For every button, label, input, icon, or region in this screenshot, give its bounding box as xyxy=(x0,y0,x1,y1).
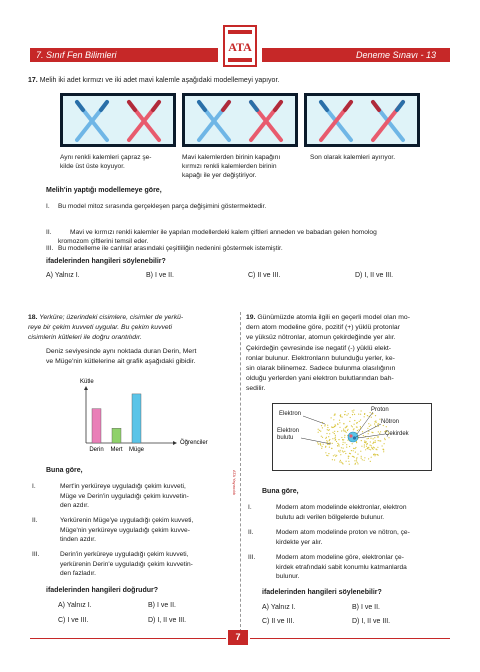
q17-item-3: III. Bu modelleme ile canlılar arasındaki çeşitliliğin nedenini göstermek istemiştir. xyxy=(46,245,283,252)
q17-stem-text: Melih iki adet kırmızı ve iki adet mavi kalemle aşağıdaki modellemeyi yapıyor. xyxy=(39,77,280,84)
q19-option-c[interactable]: C) II ve III. xyxy=(262,618,295,625)
q18-number: 18. xyxy=(28,314,38,321)
q18-item-1: I. Mert'in yerküreye uyguladığı çekim kuvveti, Müge ve Derin'in uyguladığı çekim kuvvetin- den azdır. xyxy=(32,483,189,510)
q19-option-b[interactable]: B) I ve II. xyxy=(352,604,381,611)
q17-item-2: II. Mavi ve kırmızı renkli kalemler ile yapılan modellerdeki kalem çiftleri anneden ve babadan gelen homolog kromozom çiftlerini temsil eder. xyxy=(46,228,377,246)
chart-x-arrow xyxy=(173,441,177,445)
header-exam-title: Deneme Sınavı - 13 xyxy=(356,50,437,60)
label-proton: Proton xyxy=(371,407,389,413)
side-publisher-text: ATA Yayıncılık xyxy=(232,470,237,496)
x-tick-derin: Derin xyxy=(89,447,104,453)
x-tick-müge: Müge xyxy=(128,447,145,453)
q18-stem2: Deniz seviyesinde aynı noktada duran Derin, Mert ve Müge'nin kütlelerine ait grafik aşağıdaki gibidir. xyxy=(46,348,197,366)
q19-item-1: I. Modern atom modelinde elektronlar, elektron bulutu adı verilen bölgelerde bulunur. xyxy=(248,504,407,521)
x-tick-mert: Mert xyxy=(110,447,123,453)
q19-option-d[interactable]: D) I, II ve III. xyxy=(352,618,391,625)
label-electron: Elektron xyxy=(279,411,302,417)
pen-model-box-3 xyxy=(304,93,420,147)
bar-derin xyxy=(92,409,101,443)
atom-diagram xyxy=(272,403,432,471)
q17-option-c[interactable]: C) II ve III. xyxy=(248,272,281,279)
q17-item-1: I. Bu model mitoz sırasında gerçekleşen parça değişimini göstermektedir. xyxy=(46,203,267,210)
q18-option-d[interactable]: D) I, II ve III. xyxy=(148,617,187,624)
q18-stem: 18. Yerküre; üzerindeki cisimlere, cisimler de yerkü- reye bir çekim kuvveti uygular. Bu çekim kuvveti cisimlerin kütleleri ile doğru orantılıdır. xyxy=(28,314,184,342)
q18-item-2: II. Yerkürenin Müge'ye uyguladığı çekim kuvveti, Müge'nin yerküreye uyguladığı çekim kuvve- tinden azdır. xyxy=(32,517,194,544)
chart-y-arrow xyxy=(84,386,88,390)
column-divider xyxy=(240,312,241,637)
q17-number: 17. xyxy=(28,77,38,84)
q19-number: 19. xyxy=(246,314,256,321)
chart-y-label: Kütle xyxy=(80,379,94,385)
q19-item-2: II. Modern atom modelinde proton ve nötron, çe- kirdekte yer alır. xyxy=(248,529,410,546)
q19-item-3: III. Modern atom modeline göre, elektronlar çe- kirdek etrafındaki sabit konumlu katmanlarda bulunur. xyxy=(248,554,407,581)
chart-x-label: Öğrenciler xyxy=(180,440,208,446)
bar-mert xyxy=(112,428,121,443)
header-subject-title: 7. Sınıf Fen Bilimleri xyxy=(36,50,117,60)
logo-text: ATA xyxy=(228,40,252,54)
bar-müge xyxy=(132,394,141,443)
q19-stem: 19. Günümüzde atomla ilgili en geçerli model olan mo- dern atom modeline göre, pozitif (+) yüklü protonlar ve yüksüz nötronlar, atomun çekirdeğinde yer alır. Çekirdeğin çevresinde ise negatif (-) yüklü elekt- ronlar bulunur. Elektronların bulunduğu yerler, ke- sin olarak bilinemez. Sadece bulunma olasılığının olduğu yerlerden yani elektron bulutlarından bah- sedilir. xyxy=(246,314,410,393)
q17-option-a[interactable]: A) Yalnız I. xyxy=(46,272,80,279)
q17-caption-3: Son olarak kalemleri ayırıyor. xyxy=(310,154,396,161)
q18-option-c[interactable]: C) I ve III. xyxy=(58,617,89,624)
q18-question: ifadelerinden hangileri doğrudur? xyxy=(46,587,159,594)
pen-model-box-2 xyxy=(182,93,298,147)
q17-option-b[interactable]: B) I ve II. xyxy=(146,272,175,279)
label-neutron: Nötron xyxy=(381,419,400,425)
q18-prompt: Buna göre, xyxy=(46,467,83,474)
page-number: 7 xyxy=(228,630,248,645)
pen-model-box-1 xyxy=(60,93,176,147)
q17-prompt: Melih'in yaptığı modellemeye göre, xyxy=(46,187,162,194)
q19-question: ifadelerinden hangileri söylenebilir? xyxy=(262,589,382,596)
q19-option-a[interactable]: A) Yalnız I. xyxy=(262,604,296,611)
q18-option-a[interactable]: A) Yalnız I. xyxy=(58,602,92,609)
label-nucleus: Çekirdek xyxy=(385,431,409,437)
swapped-caps-pens-icon xyxy=(185,96,295,144)
footer-line-right xyxy=(250,638,450,639)
mass-bar-chart xyxy=(78,377,218,457)
footer-line-left xyxy=(30,638,226,639)
q19-prompt: Buna göre, xyxy=(262,488,299,495)
label-electron-cloud: Elektron bulutu xyxy=(277,428,300,442)
q18-item-3: III. Derin'in yerküreye uyguladığı çekim kuvveti, yerkürenin Derin'e uyguladığı çekim kuvvetin- den fazladır. xyxy=(32,551,193,578)
q17-stem xyxy=(28,76,279,85)
publisher-logo xyxy=(218,24,262,68)
separated-pens-icon xyxy=(307,96,417,144)
q18-option-b[interactable]: B) I ve II. xyxy=(148,602,177,609)
q17-option-d[interactable]: D) I, II ve III. xyxy=(355,272,394,279)
q17-caption-2: Mavi kalemlerden birinin kapağını kırmızı renkli kalemlerden birinin kapağı ile yer değiştiriyor. xyxy=(182,154,281,180)
crossed-pens-icon xyxy=(63,96,173,144)
q17-caption-1: Aynı renkli kalemleri çapraz şe- kilde üst üste koyuyor. xyxy=(60,154,152,171)
q17-question: ifadelerinden hangileri söylenebilir? xyxy=(46,258,166,265)
